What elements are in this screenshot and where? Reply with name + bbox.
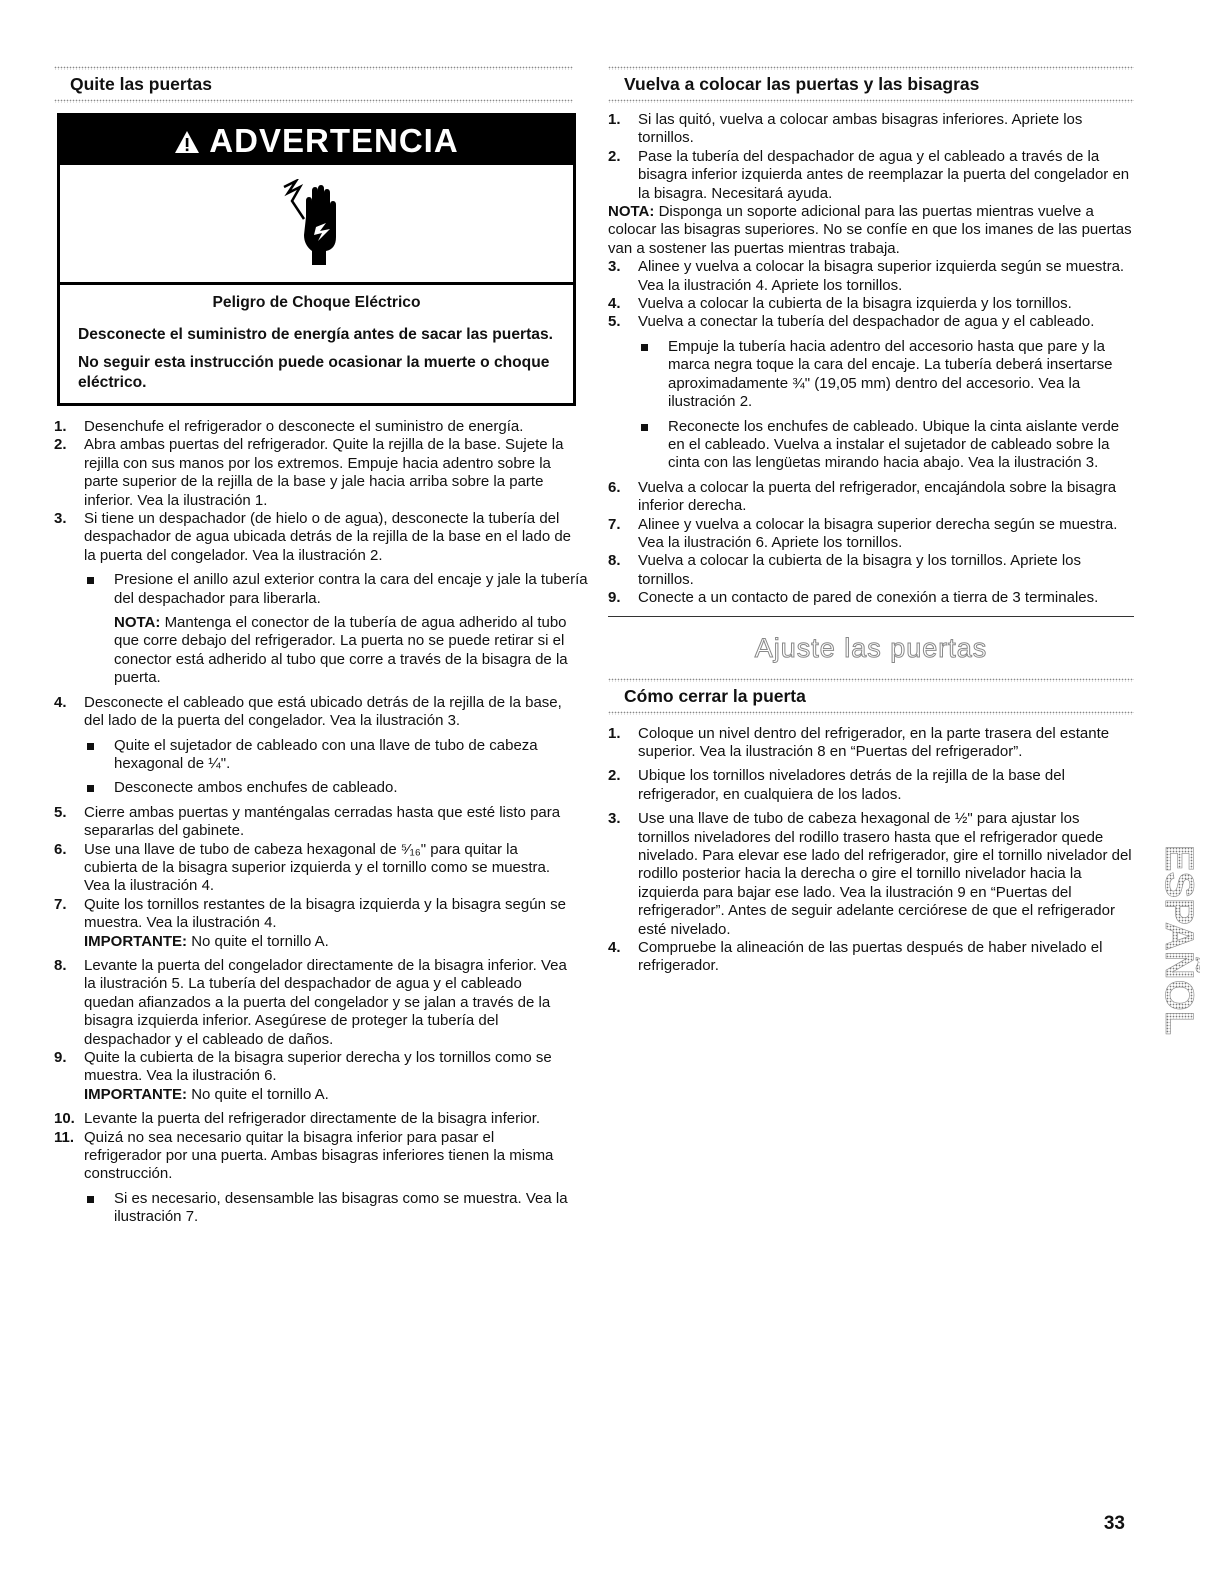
list-item: 1. Si las quitó, vuelva a colocar ambas bisagras inferiores. Apriete los tornillos.: [608, 111, 1083, 147]
replace-steps: [608, 111, 1134, 203]
bullet-item: Quite el sujetador de cableado con una llave de tubo de cabeza hexagonal de ¼".: [84, 737, 573, 774]
right-column: [608, 66, 1134, 976]
list-item: 9. Quite la cubierta de la bisagra superior derecha y los tornillos como se muestra. Vea la ilustración 6. IMPORTANTE: No quite el tornillo A.: [54, 1049, 552, 1103]
left-column: [54, 66, 588, 1233]
list-item: 1. Coloque un nivel dentro del refrigerador, en la parte trasera del estante superior. Vea la ilustración 8 en “Puertas del refrigerador”.: [608, 724, 1110, 760]
list-item: 11. Quizá no sea necesario quitar la bisagra inferior para pasar el refrigerador por una puerta. Ambas bisagras inferiores tienen la misma construcción. Si es necesario, desensamble las bisagras como se muestra. Vea la ilustración 7.: [54, 1129, 573, 1227]
page-number: 33: [1103, 1513, 1125, 1534]
list-item: 6. Vuelva a colocar la puerta del refrigerador, encajándola sobre la bisagra inferior derecha.: [608, 478, 1117, 515]
warning-hazard: Peligro de Choque Eléctrico: [212, 294, 421, 311]
bullet-item: Empuje la tubería hacia adentro del accesorio hasta que pare y la marca negra toque la cara del encaje. La tubería deberá insertarse aproximadamente ¾" (19,05 mm) dentro del accesorio. Vea la ilustración 2.: [638, 338, 1134, 412]
list-item: 6. Use una llave de tubo de cabeza hexagonal de ⁵⁄₁₆" para quitar la cubierta de la bisagra superior izquierda y el tornillo como se muestra. Vea la ilustración 4.: [54, 840, 551, 895]
bullet-item: Presione el anillo azul exterior contra la cara del encaje y jale la tubería del despachador para liberarla.: [84, 571, 603, 608]
section-heading: Quite las puertas: [70, 74, 212, 94]
warning-header: [60, 116, 573, 165]
list-item: 3. Use una llave de tubo de cabeza hexagonal de ½" para ajustar los tornillos niveladores del rodillo trasero hasta que el refrigerador quede nivelado. Para elevar ese lado del refrigerador, gire el tornillo nivelador del rodillo posterior hacia la derecha o gire el tornillo nivelador hacia la izquierda para bajar ese lado. Vea la ilustración 9 en “Puertas del refrigerador”. Antes de seguir adelante cerciórese de que el refrigerador esté nivelado.: [608, 810, 1132, 938]
list-item: 7. Alinee y vuelva a colocar la bisagra superior derecha según se muestra. Vea la ilustración 6. Apriete los tornillos.: [608, 515, 1118, 551]
list-item: 7. Quite los tornillos restantes de la bisagra izquierda y la bisagra según se muestra. Vea la ilustración 4. IMPORTANTE: No quite el tornillo A.: [54, 895, 566, 950]
list-item: 2. Abra ambas puertas del refrigerador. Quite la rejilla de la base. Sujete la rejilla con sus manos por los extremos. Empuje hacia adentro sobre la parte superior de la rejilla de la base y jale hacia arriba sobre la parte inferior. Vea la ilustración 1.: [54, 436, 564, 509]
list-item: 5. Vuelva a conectar la tubería del despachador de agua y el cableado. Empuje la tubería hacia adentro del accesorio hasta que pare y la marca negra toque la cara del encaje. La tubería deberá insertarse aproximadamente ¾" (19,05 mm) dentro del accesorio. Vea la ilustración 2. Reconecte los enchufes de cableado. Ubique la cinta aislante verde en el cableado. Vuelva a instalar el sujetador de cableado sobre la cinta con las lengüetas mirando hacia abajo. Vea la ilustración 3.: [608, 313, 1134, 472]
electric-shock-hand-icon: [60, 165, 573, 285]
language-side-tab: [1150, 810, 1200, 1070]
section-title: Ajuste las puertas: [754, 632, 988, 663]
dotted-rule: [54, 66, 573, 70]
warning-box: [57, 113, 576, 406]
list-item: 4. Desconecte el cableado que está ubicado detrás de la rejilla de la base, del lado de la puerta del congelador. Vea la ilustración 3. Quite el sujetador de cableado con una llave de tubo de cabeza hexagonal de ¼". Desconecte ambos enchufes de cableado.: [54, 694, 573, 798]
list-item: 8. Levante la puerta del congelador directamente de la bisagra inferior. Vea la ilustración 5. La tubería del despachador de agua y el cableado quedan afianzados a la puerta del congelador y se jalan a través de la bisagra izquierda inferior. Asegúrese de proteger la tubería del despachador y el cableado de daños.: [54, 956, 567, 1048]
subheading: Cómo cerrar la puerta: [624, 685, 806, 706]
list-item: 3. Alinee y vuelva a colocar la bisagra superior izquierda según se muestra. Vea la ilustración 4. Apriete los tornillos.: [608, 258, 1125, 294]
list-item: 3. Si tiene un despachador (de hielo o de agua), desconecte la tubería del despachador de agua ubicada detrás de la rejilla de la base en el lado de la puerta del congelador. Vea la ilustración 2. Presione el anillo azul exterior contra la cara del encaje y jale la tubería del despachador para liberarla. NOTA: Mantenga el conector de la tubería de agua adherido al tubo que corre debajo del refrigerador. La puerta no se puede retirar si el conector está adherido al tubo que corre a través de la bisagra de la puerta.: [54, 510, 573, 688]
list-item: 4. Compruebe la alineación de las puertas después de haber nivelado el refrigerador.: [608, 939, 1103, 975]
bullet-item: Reconecte los enchufes de cableado. Ubique la cinta aislante verde en el cableado. Vuelva a instalar el sujetador de cableado sobre la cinta con las lengüetas mirando hacia abajo. Vea la ilustración 3.: [638, 418, 1134, 473]
list-item: 4. Vuelva a colocar la cubierta de la bisagra izquierda y los tornillos.: [608, 295, 1072, 313]
list-item: 10. Levante la puerta del refrigerador directamente de la bisagra inferior.: [54, 1110, 541, 1128]
warning-line-1: Desconecte el suministro de energía antes de sacar las puertas.: [78, 326, 553, 343]
dotted-rule: [608, 66, 1134, 70]
dotted-rule: [608, 711, 1134, 715]
removal-steps: [54, 418, 588, 1227]
warning-line-2: No seguir esta instrucción puede ocasionar la muerte o choque eléctrico.: [78, 354, 550, 391]
note: NOTA: Mantenga el conector de la tubería de agua adherido al tubo que corre debajo del refrigerador. La puerta no se puede retirar si el conector está adherido al tubo que corre a través de la bisagra de la puerta.: [114, 614, 568, 687]
list-item: 5. Cierre ambas puertas y manténgalas cerradas hasta que esté listo para separarlas del gabinete.: [54, 803, 561, 840]
dotted-rule: [608, 99, 1134, 103]
list-item: 2. Ubique los tornillos niveladores detrás de la rejilla de la base del refrigerador, en cualquiera de los lados.: [608, 767, 1065, 803]
replace-steps-cont: [608, 258, 1134, 607]
list-item: 8. Vuelva a colocar la cubierta de la bisagra y los tornillos. Apriete los tornillos.: [608, 552, 1082, 588]
warning-triangle-icon: [174, 122, 209, 159]
list-item: 2. Pase la tubería del despachador de agua y el cableado a través de la bisagra inferior izquierda antes de reemplazar la puerta del congelador en la bisagra. Necesitará ayuda.: [608, 147, 1130, 202]
list-item: 9. Conecte a un contacto de pared de conexión a tierra de 3 terminales.: [608, 589, 1099, 607]
section-heading: Vuelva a colocar las puertas y las bisagras: [624, 74, 980, 94]
warning-body: [60, 285, 573, 403]
side-label: ESPAÑOL: [1157, 844, 1200, 1036]
close-door-steps: [608, 725, 1134, 976]
note: NOTA: Disponga un soporte adicional para las puertas mientras vuelve a colocar las bisagras superiores. No se confíe en que los imanes de las puertas van a sostener las puertas mientras trabaja.: [608, 203, 1132, 257]
list-item: 1. Desenchufe el refrigerador o desconecte el suministro de energía.: [54, 418, 524, 435]
bullet-item: Si es necesario, desensamble las bisagras como se muestra. Vea la ilustración 7.: [84, 1190, 573, 1227]
warning-title: ADVERTENCIA: [209, 122, 459, 159]
dotted-rule: [608, 678, 1134, 682]
bullet-item: Desconecte ambos enchufes de cableado.: [84, 779, 573, 797]
divider: [608, 616, 1134, 617]
dotted-rule: [54, 99, 573, 103]
